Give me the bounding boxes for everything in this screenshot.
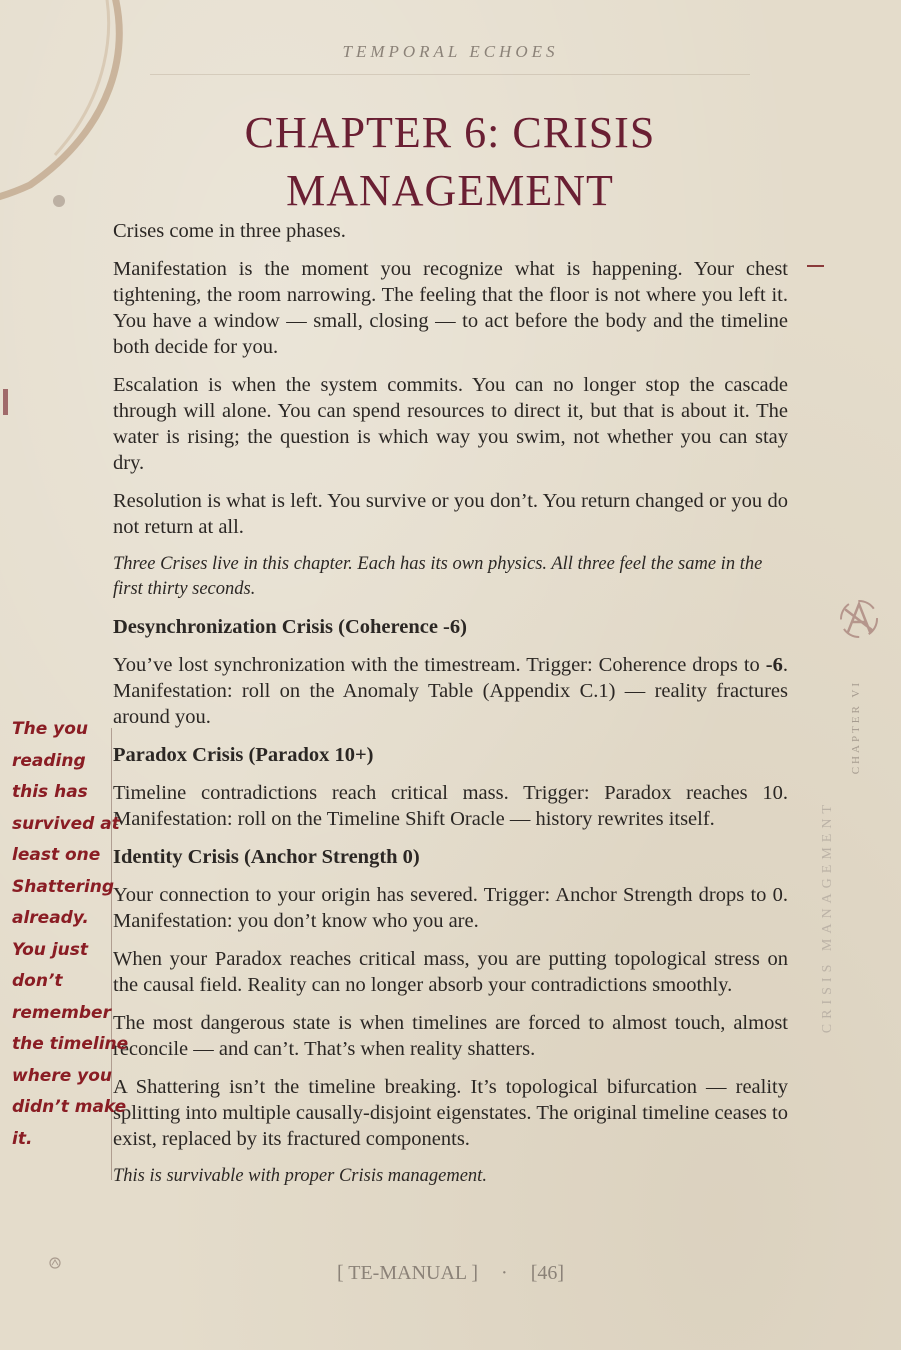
resolution-paragraph: Resolution is what is left. You survive or you don’t. You return changed or you do not return at all. (113, 490, 788, 538)
manifestation-paragraph: Manifestation is the moment you recognize what is happening. Your chest tightening, the room narrowing. The feeling that the floor is not where you left it. You have a window — small, closing — to act before the body and the timeline both decide for you. (113, 258, 788, 358)
footer-manual-label: [ TE-MANUAL ] (336, 1262, 479, 1284)
margin-note-line: least one (12, 845, 101, 865)
margin-note-line: survived at (12, 813, 120, 834)
desync-crisis-heading: Desynchronization Crisis (Coherence -6) (113, 616, 467, 638)
identity-crisis-paragraph: Your connection to your origin has severed. Trigger: Anchor Strength drops to 0. Manifestation: you don’t know who you are. (113, 884, 788, 932)
dangerous-state-paragraph: The most dangerous state is when timelines are forced to almost touch, almost reconcile — and can’t. That’s when reality shatters. (113, 1012, 788, 1060)
margin-note-line: remember (12, 1002, 111, 1023)
desync-text-a: You’ve lost synchronization with the timestream. Trigger: Coherence drops to (113, 654, 766, 676)
escalation-paragraph: Escalation is when the system commits. You can no longer stop the cascade through will alone. You can spend resources to direct it, but that is about it. The water is rising; the question is which way you swim, not whether you can stay dry. (113, 374, 788, 474)
margin-note-line: where you (12, 1065, 113, 1086)
header-divider (150, 74, 750, 75)
paradox-crisis-paragraph: Timeline contradictions reach critical mass. Trigger: Paradox reaches 10. Manifestation: roll on the Timeline Shift Oracle — history rewrites itself. (113, 782, 788, 830)
chapter-body (113, 218, 788, 1201)
margin-note-line: don’t (12, 971, 63, 991)
sigil-icon (836, 596, 882, 642)
margin-note-line: it. (12, 1128, 33, 1149)
margin-dash-mark (807, 265, 824, 267)
shattering-paragraph: A Shattering isn’t the timeline breaking. It’s topological bifurcation — reality splitting into multiple causally-disjoint eigenstates. The original timeline ceases to exist, replaced by its fractured components. (113, 1076, 788, 1150)
page-footer (0, 1262, 901, 1285)
margin-note-line: didn’t make (12, 1097, 127, 1117)
survivable-note: This is survivable with proper Crisis management. (113, 1166, 487, 1186)
margin-note-line: the timeline (12, 1034, 129, 1054)
topological-stress-paragraph: When your Paradox reaches critical mass, you are putting topological stress on the causal field. Reality can no longer absorb your contradictions smoothly. (113, 948, 788, 996)
identity-crisis-heading: Identity Crisis (Anchor Strength 0) (113, 846, 420, 868)
three-crises-note: Three Crises live in this chapter. Each has its own physics. All three feel the same in the first thirty seconds. (113, 554, 763, 599)
desync-text-b: . Manifestation: roll on the Anomaly Table (Appendix C.1) — reality fractures around you. (113, 654, 788, 728)
intro-paragraph: Crises come in three phases. (113, 220, 346, 242)
side-chapter-label: CHAPTER VI (850, 680, 862, 775)
side-section-label: CRISIS MANAGEMENT (820, 800, 835, 1034)
desync-coherence-value: -6 (765, 654, 783, 676)
margin-note-line: Shattering (12, 876, 115, 897)
margin-note-line: You just (12, 939, 88, 960)
margin-note-line: reading (12, 750, 86, 771)
margin-note-line: this has (12, 782, 88, 802)
margin-note-line: already. (12, 908, 89, 928)
desync-crisis-paragraph (113, 652, 788, 730)
chapter-title: CHAPTER 6: CRISIS MANAGEMENT (244, 108, 656, 215)
coffee-stain-decoration (0, 0, 160, 220)
page-number: [46] (530, 1262, 565, 1284)
running-header: TEMPORAL ECHOES (342, 42, 559, 61)
footer-separator: · (501, 1262, 508, 1284)
handwritten-margin-note (12, 714, 129, 1155)
margin-note-line: The you (12, 719, 89, 739)
paradox-crisis-heading: Paradox Crisis (Paradox 10+) (113, 744, 374, 766)
edge-tab-marker (3, 389, 8, 415)
